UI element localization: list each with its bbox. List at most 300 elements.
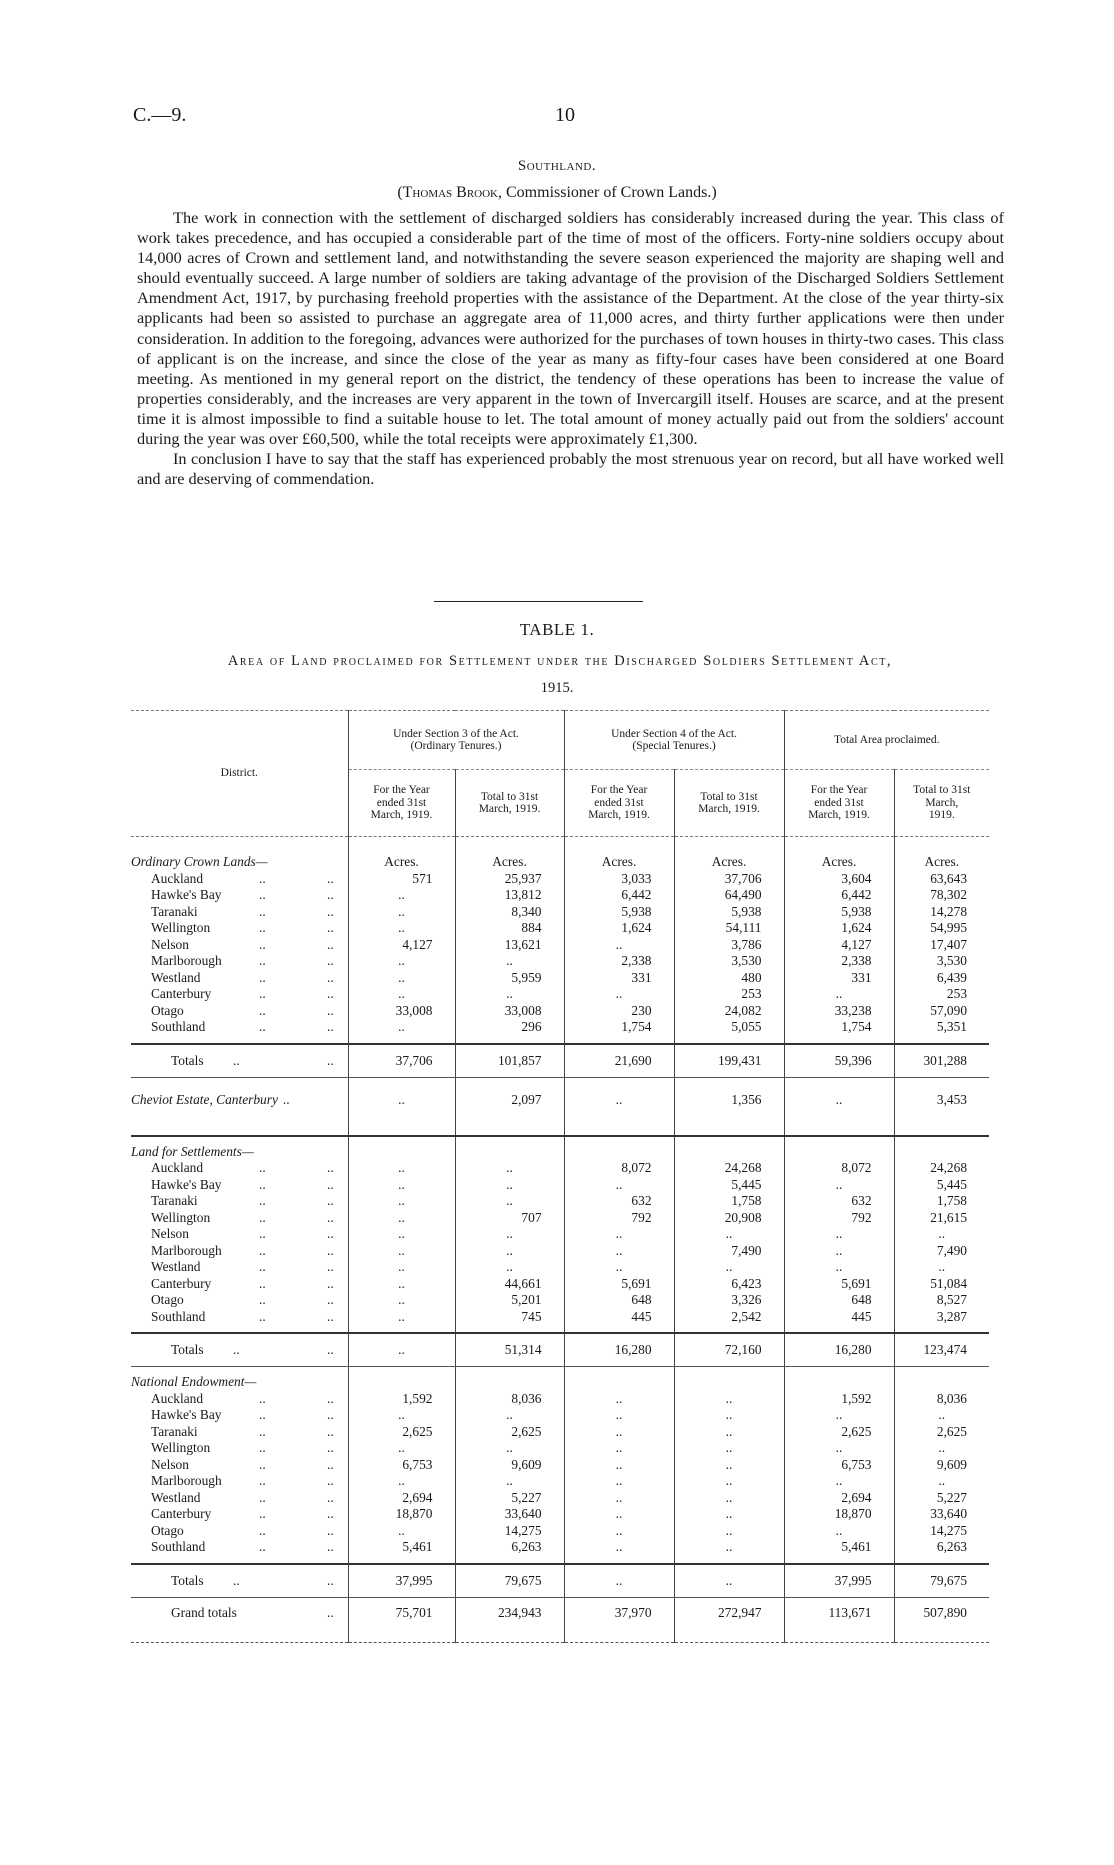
district-name: Nelson bbox=[151, 936, 189, 952]
spacer-cell bbox=[131, 1367, 348, 1375]
value-cell: 57,090 bbox=[894, 1003, 989, 1020]
totals-row bbox=[131, 1044, 989, 1078]
value-cell: .. bbox=[674, 1391, 784, 1408]
leader-dots: .. bbox=[259, 1539, 266, 1554]
district-name: Marlborough bbox=[151, 953, 222, 968]
spacer-cell bbox=[564, 1077, 674, 1085]
district-wrap bbox=[131, 1424, 348, 1441]
value-cell: 8,036 bbox=[894, 1391, 989, 1408]
value-cell: 230 bbox=[564, 1003, 674, 1020]
leader-dots: .. bbox=[327, 1440, 334, 1455]
district-wrap bbox=[131, 1045, 348, 1077]
leader-dots: .. bbox=[259, 1440, 266, 1455]
district-name: Taranaki bbox=[151, 1193, 198, 1208]
value-cell: 5,959 bbox=[455, 970, 564, 987]
district-name: Otago bbox=[151, 1292, 184, 1307]
district-name: Canterbury bbox=[151, 1275, 212, 1291]
value-cell: 5,938 bbox=[564, 904, 674, 921]
district-cell bbox=[131, 1276, 348, 1293]
value-cell: 5,461 bbox=[348, 1539, 455, 1556]
leader-dots: .. bbox=[259, 887, 266, 902]
district-header: District. bbox=[131, 711, 348, 837]
value-cell: 78,302 bbox=[894, 887, 989, 904]
value-cell: 14,278 bbox=[894, 904, 989, 921]
subtitle-open: ( bbox=[397, 184, 403, 201]
leader-dots: .. bbox=[259, 1506, 266, 1521]
district-cell bbox=[131, 1490, 348, 1507]
value-cell: 2,694 bbox=[784, 1490, 894, 1507]
value-cell: .. bbox=[564, 1177, 674, 1194]
total-to-header: Total to 31st March, 1919. bbox=[455, 770, 564, 837]
spacer-cell bbox=[348, 1036, 455, 1044]
section-heading-row bbox=[131, 1374, 989, 1391]
leader-dots: .. bbox=[327, 1019, 334, 1034]
leader-dots: .. bbox=[259, 1456, 266, 1472]
value-cell: 2,338 bbox=[784, 953, 894, 970]
leader-dots: .. bbox=[327, 1275, 334, 1291]
spacer-row bbox=[131, 1077, 989, 1085]
district-wrap bbox=[131, 1210, 348, 1227]
value-cell: .. bbox=[348, 970, 455, 987]
leader-dots: .. bbox=[327, 1522, 334, 1538]
value-cell: .. bbox=[348, 1523, 455, 1540]
value-cell: 507,890 bbox=[894, 1597, 989, 1642]
value-cell: 296 bbox=[455, 1019, 564, 1036]
value-cell: .. bbox=[348, 904, 455, 921]
unit-cell: Acres. bbox=[348, 854, 455, 871]
district-wrap bbox=[131, 1292, 348, 1309]
value-cell: 24,268 bbox=[674, 1160, 784, 1177]
spacer-cell bbox=[455, 1367, 564, 1375]
value-cell: 37,995 bbox=[784, 1564, 894, 1598]
leader-dots: .. bbox=[327, 1407, 334, 1422]
spacer-cell bbox=[564, 1325, 674, 1333]
value-cell: 101,857 bbox=[455, 1044, 564, 1078]
spacer-cell bbox=[131, 1036, 348, 1044]
unit-cell: Acres. bbox=[894, 854, 989, 871]
district-wrap bbox=[131, 1374, 348, 1391]
value-cell: .. bbox=[674, 1407, 784, 1424]
value-cell: 1,624 bbox=[784, 920, 894, 937]
spacer-cell bbox=[564, 1036, 674, 1044]
value-cell: 33,008 bbox=[348, 1003, 455, 1020]
value-cell: 37,970 bbox=[564, 1597, 674, 1642]
district-name: Westland bbox=[151, 969, 201, 985]
district-name: Totals bbox=[171, 1342, 204, 1357]
district-cell bbox=[131, 871, 348, 888]
spacer-cell bbox=[674, 1136, 784, 1144]
value-cell: .. bbox=[348, 1276, 455, 1293]
value-cell: .. bbox=[784, 1085, 894, 1136]
value-cell: .. bbox=[348, 1177, 455, 1194]
value-cell: 5,461 bbox=[784, 1539, 894, 1556]
district-wrap bbox=[131, 1160, 348, 1177]
value-cell: 3,326 bbox=[674, 1292, 784, 1309]
spacer-cell bbox=[674, 1556, 784, 1564]
value-cell: 75,701 bbox=[348, 1597, 455, 1642]
value-cell: 24,082 bbox=[674, 1003, 784, 1020]
value-cell: 5,201 bbox=[455, 1292, 564, 1309]
table-row bbox=[131, 937, 989, 954]
table-row bbox=[131, 1473, 989, 1490]
district-name: Hawke's Bay bbox=[151, 1407, 222, 1422]
district-cell bbox=[131, 1539, 348, 1556]
value-cell: 33,008 bbox=[455, 1003, 564, 1020]
value-cell: .. bbox=[455, 1160, 564, 1177]
value-cell: 4,127 bbox=[784, 937, 894, 954]
value-cell: 21,615 bbox=[894, 1210, 989, 1227]
year-ended-header: For the Year ended 31st March, 1919. bbox=[564, 770, 674, 837]
value-cell: .. bbox=[455, 986, 564, 1003]
value-cell: .. bbox=[348, 1333, 455, 1367]
district-cell bbox=[131, 1019, 348, 1036]
district-wrap bbox=[131, 1003, 348, 1020]
unit-cell: Acres. bbox=[784, 854, 894, 871]
table-row bbox=[131, 1391, 989, 1408]
spacer-cell bbox=[894, 1367, 989, 1375]
spacer-cell bbox=[674, 1325, 784, 1333]
leader-dots: .. bbox=[327, 969, 334, 985]
value-cell: 3,604 bbox=[784, 871, 894, 888]
value-cell: .. bbox=[455, 1407, 564, 1424]
value-cell: .. bbox=[564, 1407, 674, 1424]
year-ended-header: For the Year ended 31st March, 1919. bbox=[348, 770, 455, 837]
table-row bbox=[131, 871, 989, 888]
table-row bbox=[131, 1506, 989, 1523]
district-name: Cheviot Estate, Canterbury bbox=[131, 1091, 278, 1107]
leader-dots: .. bbox=[327, 887, 334, 902]
leader-dots: .. bbox=[327, 920, 334, 935]
spacer-cell bbox=[131, 837, 348, 855]
leader-dots: .. bbox=[259, 986, 266, 1001]
district-wrap bbox=[131, 904, 348, 921]
value-cell: .. bbox=[348, 1193, 455, 1210]
value-cell: .. bbox=[894, 1473, 989, 1490]
value-cell: .. bbox=[348, 1160, 455, 1177]
value-cell: 24,268 bbox=[894, 1160, 989, 1177]
district-wrap bbox=[131, 920, 348, 937]
unit-cell bbox=[784, 1374, 894, 1391]
value-cell: .. bbox=[348, 953, 455, 970]
leader-dots: .. bbox=[327, 1423, 334, 1439]
value-cell: 6,442 bbox=[784, 887, 894, 904]
value-cell: 6,263 bbox=[894, 1539, 989, 1556]
leader-dots: .. bbox=[259, 969, 266, 985]
value-cell: 37,706 bbox=[674, 871, 784, 888]
value-cell: .. bbox=[564, 1473, 674, 1490]
spacer-cell bbox=[455, 1136, 564, 1144]
value-cell: 13,812 bbox=[455, 887, 564, 904]
district-wrap bbox=[131, 1309, 348, 1326]
leader-dots: .. bbox=[327, 1390, 334, 1406]
district-cell bbox=[131, 1506, 348, 1523]
district-name: National Endowment— bbox=[131, 1374, 257, 1389]
value-cell: 2,625 bbox=[348, 1424, 455, 1441]
table-title: TABLE 1. bbox=[519, 620, 595, 639]
district-name: Auckland bbox=[151, 870, 204, 886]
value-cell: .. bbox=[674, 1226, 784, 1243]
spacer-cell bbox=[131, 1556, 348, 1564]
value-cell: 6,263 bbox=[455, 1539, 564, 1556]
spacer-cell bbox=[894, 1077, 989, 1085]
value-cell: 632 bbox=[784, 1193, 894, 1210]
district-name: Land for Settlements— bbox=[131, 1143, 254, 1159]
leader-dots: .. bbox=[259, 1522, 266, 1538]
district-wrap bbox=[131, 1334, 348, 1366]
district-wrap bbox=[131, 1457, 348, 1474]
value-cell: .. bbox=[894, 1440, 989, 1457]
value-cell: 1,624 bbox=[564, 920, 674, 937]
district-name: Canterbury bbox=[151, 986, 212, 1001]
value-cell: 884 bbox=[455, 920, 564, 937]
leader-dots: .. bbox=[327, 1456, 334, 1472]
totals-row bbox=[131, 1333, 989, 1367]
district-wrap bbox=[131, 1144, 348, 1161]
district-wrap bbox=[131, 1243, 348, 1260]
value-cell: 3,530 bbox=[894, 953, 989, 970]
district-name: Otago bbox=[151, 1522, 184, 1538]
value-cell: 20,908 bbox=[674, 1210, 784, 1227]
leader-dots: .. bbox=[259, 1209, 266, 1225]
table-row bbox=[131, 1085, 989, 1136]
leader-dots: .. bbox=[327, 870, 334, 886]
value-cell: .. bbox=[348, 1292, 455, 1309]
leader-dots: .. bbox=[259, 1275, 266, 1291]
document-reference: C.—9. bbox=[133, 104, 187, 126]
district-wrap bbox=[131, 1193, 348, 1210]
value-cell: 3,530 bbox=[674, 953, 784, 970]
value-cell: 37,706 bbox=[348, 1044, 455, 1078]
value-cell: 37,995 bbox=[348, 1564, 455, 1598]
spacer-row bbox=[131, 1556, 989, 1564]
value-cell: .. bbox=[784, 1473, 894, 1490]
section3-header: Under Section 3 of the Act. (Ordinary Tenures.) bbox=[348, 711, 564, 770]
district-wrap bbox=[131, 1407, 348, 1424]
table-row bbox=[131, 1243, 989, 1260]
value-cell: 5,227 bbox=[894, 1490, 989, 1507]
district-name: Auckland bbox=[151, 1160, 204, 1175]
spacer-cell bbox=[455, 1325, 564, 1333]
value-cell: .. bbox=[455, 1177, 564, 1194]
value-cell: 21,690 bbox=[564, 1044, 674, 1078]
section-heading-row bbox=[131, 854, 989, 871]
value-cell: 59,396 bbox=[784, 1044, 894, 1078]
value-cell: .. bbox=[348, 1440, 455, 1457]
district-cell bbox=[131, 1457, 348, 1474]
value-cell: 123,474 bbox=[894, 1333, 989, 1367]
value-cell: 707 bbox=[455, 1210, 564, 1227]
value-cell: .. bbox=[564, 1506, 674, 1523]
value-cell: 253 bbox=[894, 986, 989, 1003]
table-row bbox=[131, 920, 989, 937]
value-cell: 79,675 bbox=[894, 1564, 989, 1598]
district-name: Totals bbox=[171, 1572, 204, 1588]
leader-dots: .. bbox=[327, 1160, 334, 1175]
table-subtitle: Area of Land proclaimed for Settlement under the Discharged Soldiers Settlement Act, bbox=[227, 653, 893, 669]
unit-cell bbox=[674, 1374, 784, 1391]
district-cell bbox=[131, 1243, 348, 1260]
district-cell bbox=[131, 1085, 348, 1136]
table-row bbox=[131, 1193, 989, 1210]
leader-dots: .. bbox=[259, 936, 266, 952]
value-cell: .. bbox=[564, 1391, 674, 1408]
value-cell: 7,490 bbox=[894, 1243, 989, 1260]
district-wrap bbox=[131, 937, 348, 954]
spacer-cell bbox=[348, 1367, 455, 1375]
value-cell: .. bbox=[674, 1424, 784, 1441]
spacer-cell bbox=[564, 1136, 674, 1144]
value-cell: .. bbox=[348, 986, 455, 1003]
spacer-cell bbox=[784, 837, 894, 855]
spacer-cell bbox=[784, 1325, 894, 1333]
value-cell: 14,275 bbox=[455, 1523, 564, 1540]
value-cell: .. bbox=[348, 920, 455, 937]
table-row bbox=[131, 904, 989, 921]
spacer-cell bbox=[674, 837, 784, 855]
total-to-header: Total to 31st March, 1919. bbox=[674, 770, 784, 837]
value-cell: 445 bbox=[564, 1309, 674, 1326]
district-name: Marlborough bbox=[151, 1473, 222, 1488]
leader-dots: .. bbox=[259, 1019, 266, 1034]
table-row bbox=[131, 1259, 989, 1276]
spacer-cell bbox=[131, 1136, 348, 1144]
value-cell: 6,439 bbox=[894, 970, 989, 987]
value-cell: .. bbox=[784, 1259, 894, 1276]
value-cell: 445 bbox=[784, 1309, 894, 1326]
spacer-cell bbox=[455, 1077, 564, 1085]
value-cell: 272,947 bbox=[674, 1597, 784, 1642]
district-wrap bbox=[131, 953, 348, 970]
value-cell: 234,943 bbox=[455, 1597, 564, 1642]
value-cell: .. bbox=[348, 1019, 455, 1036]
table-row bbox=[131, 1490, 989, 1507]
district-name: Nelson bbox=[151, 1226, 189, 1241]
value-cell: 2,542 bbox=[674, 1309, 784, 1326]
leader-dots: .. bbox=[327, 1209, 334, 1225]
value-cell: 8,036 bbox=[455, 1391, 564, 1408]
value-cell: 8,072 bbox=[784, 1160, 894, 1177]
value-cell: 64,490 bbox=[674, 887, 784, 904]
value-cell: 8,340 bbox=[455, 904, 564, 921]
value-cell: 6,442 bbox=[564, 887, 674, 904]
unit-cell bbox=[348, 1144, 455, 1161]
value-cell: .. bbox=[784, 1177, 894, 1194]
value-cell: 72,160 bbox=[674, 1333, 784, 1367]
district-wrap bbox=[131, 887, 348, 904]
spacer-cell bbox=[784, 1036, 894, 1044]
leader-dots: .. bbox=[259, 1002, 266, 1018]
district-wrap bbox=[131, 871, 348, 888]
value-cell: 792 bbox=[564, 1210, 674, 1227]
spacer-row bbox=[131, 1136, 989, 1144]
value-cell: .. bbox=[564, 1564, 674, 1598]
spacer-cell bbox=[131, 1077, 348, 1085]
value-cell: 571 bbox=[348, 871, 455, 888]
value-cell: .. bbox=[674, 1523, 784, 1540]
district-wrap bbox=[131, 1539, 348, 1556]
unit-cell: Acres. bbox=[564, 854, 674, 871]
district-name: Southland bbox=[151, 1539, 206, 1554]
leader-dots: .. bbox=[259, 1242, 266, 1258]
spacer-cell bbox=[674, 1367, 784, 1375]
spacer-cell bbox=[348, 837, 455, 855]
table-row bbox=[131, 1407, 989, 1424]
value-cell: 33,640 bbox=[894, 1506, 989, 1523]
district-wrap bbox=[131, 1259, 348, 1276]
value-cell: .. bbox=[674, 1259, 784, 1276]
section4-header: Under Section 4 of the Act. (Special Tenures.) bbox=[564, 711, 784, 770]
value-cell: 113,671 bbox=[784, 1597, 894, 1642]
table-row bbox=[131, 1177, 989, 1194]
district-name: Taranaki bbox=[151, 1423, 198, 1439]
value-cell: 253 bbox=[674, 986, 784, 1003]
spacer-cell bbox=[894, 1325, 989, 1333]
value-cell: .. bbox=[348, 1473, 455, 1490]
value-cell: .. bbox=[564, 1243, 674, 1260]
district-cell bbox=[131, 887, 348, 904]
value-cell: .. bbox=[674, 1473, 784, 1490]
unit-cell bbox=[455, 1374, 564, 1391]
value-cell: .. bbox=[894, 1259, 989, 1276]
district-wrap bbox=[131, 1226, 348, 1243]
value-cell: 2,625 bbox=[784, 1424, 894, 1441]
district-wrap bbox=[131, 1473, 348, 1490]
value-cell: 648 bbox=[784, 1292, 894, 1309]
value-cell: .. bbox=[674, 1539, 784, 1556]
value-cell: .. bbox=[564, 1539, 674, 1556]
value-cell: .. bbox=[564, 937, 674, 954]
table-row bbox=[131, 1440, 989, 1457]
district-cell bbox=[131, 1193, 348, 1210]
value-cell: 9,609 bbox=[894, 1457, 989, 1474]
leader-dots: .. bbox=[327, 1342, 334, 1357]
unit-cell bbox=[894, 1374, 989, 1391]
district-name: Otago bbox=[151, 1002, 184, 1018]
district-wrap bbox=[131, 1523, 348, 1540]
leader-dots: .. bbox=[259, 920, 266, 935]
leader-dots: .. bbox=[233, 1572, 240, 1588]
value-cell: 54,111 bbox=[674, 920, 784, 937]
value-cell: .. bbox=[455, 1243, 564, 1260]
totals-row bbox=[131, 1564, 989, 1598]
spacer-cell bbox=[894, 837, 989, 855]
value-cell: .. bbox=[348, 1407, 455, 1424]
leader-dots: .. bbox=[259, 953, 266, 968]
value-cell: .. bbox=[455, 1226, 564, 1243]
value-cell: 1,592 bbox=[784, 1391, 894, 1408]
district-wrap bbox=[131, 1177, 348, 1194]
value-cell: .. bbox=[784, 1407, 894, 1424]
value-cell: .. bbox=[784, 1440, 894, 1457]
district-name: Ordinary Crown Lands— bbox=[131, 854, 268, 869]
leader-dots: .. bbox=[327, 1506, 334, 1521]
district-cell bbox=[131, 937, 348, 954]
value-cell: 1,754 bbox=[784, 1019, 894, 1036]
value-cell: 6,753 bbox=[784, 1457, 894, 1474]
value-cell: 2,625 bbox=[894, 1424, 989, 1441]
value-cell: 1,754 bbox=[564, 1019, 674, 1036]
value-cell: 7,490 bbox=[674, 1243, 784, 1260]
leader-dots: .. bbox=[327, 1308, 334, 1324]
value-cell: 25,937 bbox=[455, 871, 564, 888]
table-row bbox=[131, 1309, 989, 1326]
leader-dots: .. bbox=[327, 1002, 334, 1018]
leader-dots: .. bbox=[327, 1242, 334, 1258]
value-cell: .. bbox=[674, 1564, 784, 1598]
leader-dots: .. bbox=[259, 1423, 266, 1439]
leader-dots: .. bbox=[233, 1342, 240, 1357]
value-cell: 5,227 bbox=[455, 1490, 564, 1507]
